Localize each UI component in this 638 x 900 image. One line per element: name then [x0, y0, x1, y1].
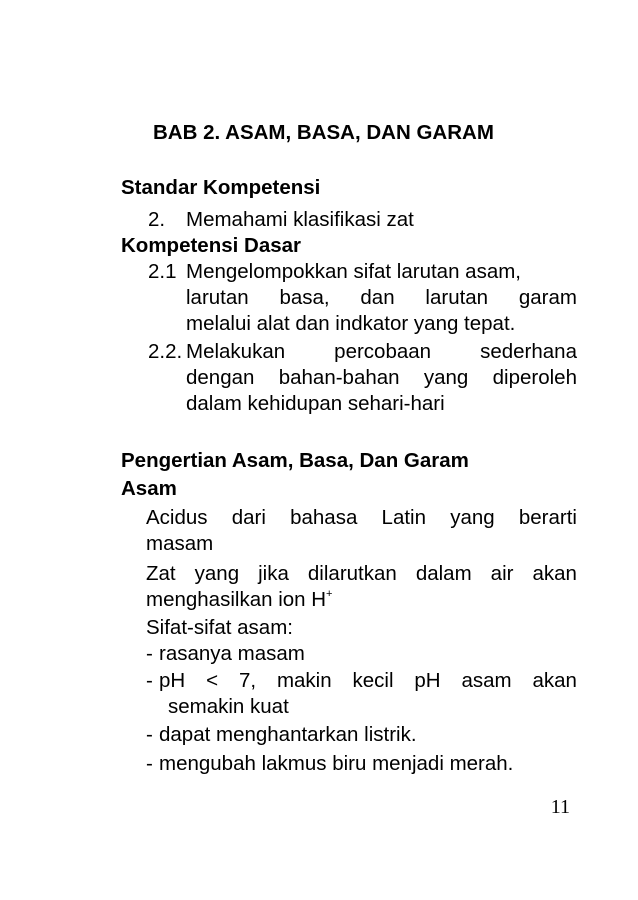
word: pH [414, 669, 441, 692]
paragraph-line: masam [146, 532, 214, 555]
bullet-marker: - [146, 642, 153, 665]
bullet-marker: - [146, 723, 153, 746]
property-line [159, 668, 577, 694]
word: akan [532, 562, 577, 585]
word: Latin [381, 506, 427, 529]
word: jika [258, 562, 289, 585]
chapter-title: BAB 2. ASAM, BASA, DAN GARAM [153, 121, 494, 144]
word: 7, [238, 669, 257, 692]
bullet-marker: - [146, 669, 153, 692]
word: yang [450, 506, 495, 529]
paragraph-line [146, 561, 577, 587]
kd-item-line: dalam kehidupan sehari-hari [186, 392, 445, 415]
word: akan [532, 669, 577, 692]
bullet-marker: - [146, 752, 153, 775]
word: makin [276, 669, 332, 692]
word: Melakukan [186, 340, 286, 363]
sk-item-text: Memahami klasifikasi zat [186, 208, 414, 231]
word: yang [423, 366, 469, 389]
word: kecil [352, 669, 394, 692]
word: bahasa [290, 506, 358, 529]
word: Acidus [146, 506, 208, 529]
kd-item-number: 2.2. [148, 340, 183, 363]
paragraph-line [146, 505, 577, 531]
page-number: 11 [550, 796, 570, 818]
word: diperoleh [492, 366, 577, 389]
property-line: dapat menghantarkan listrik. [159, 723, 417, 746]
paragraph-line [146, 587, 332, 613]
standar-kompetensi-heading: Standar Kompetensi [121, 176, 321, 199]
kd-item-line: melalui alat dan indkator yang tepat. [186, 312, 516, 335]
kd-item-line-text: Mengelompokkan sifat larutan asam, [186, 260, 522, 283]
word: pH [159, 669, 186, 692]
word: garam [518, 286, 577, 309]
word: basa, [279, 286, 330, 309]
property-line: mengubah lakmus biru menjadi merah. [159, 752, 514, 775]
word: sederhana [480, 340, 577, 363]
word: dengan [186, 366, 255, 389]
word: Zat [146, 562, 176, 585]
word: percobaan [334, 340, 432, 363]
kd-item-number: 2.1 [148, 260, 177, 283]
word: yang [194, 562, 240, 585]
section-heading: Pengertian Asam, Basa, Dan Garam [121, 449, 469, 472]
word: larutan [425, 286, 489, 309]
ion-charge: + [326, 588, 333, 600]
word: asam [461, 669, 512, 692]
word: dari [231, 506, 266, 529]
word: < [206, 669, 219, 692]
kd-item-line [186, 259, 577, 285]
ion-text: menghasilkan ion H [146, 588, 327, 611]
word: larutan [186, 286, 249, 309]
sk-item-number: 2. [148, 208, 166, 231]
kompetensi-dasar-heading: Kompetensi Dasar [121, 234, 302, 257]
word: dan [360, 286, 395, 309]
property-line: semakin kuat [168, 695, 289, 718]
kd-item-line [186, 339, 577, 365]
word: dalam [415, 562, 472, 585]
property-line: rasanya masam [159, 642, 305, 665]
word: air [490, 562, 514, 585]
kd-item-line [186, 365, 577, 391]
properties-intro: Sifat-sifat asam: [146, 616, 293, 639]
word: dilarutkan [307, 562, 397, 585]
section-subheading: Asam [121, 477, 177, 500]
word: berarti [518, 506, 577, 529]
word: bahan-bahan [278, 366, 400, 389]
kd-item-line [186, 285, 577, 311]
